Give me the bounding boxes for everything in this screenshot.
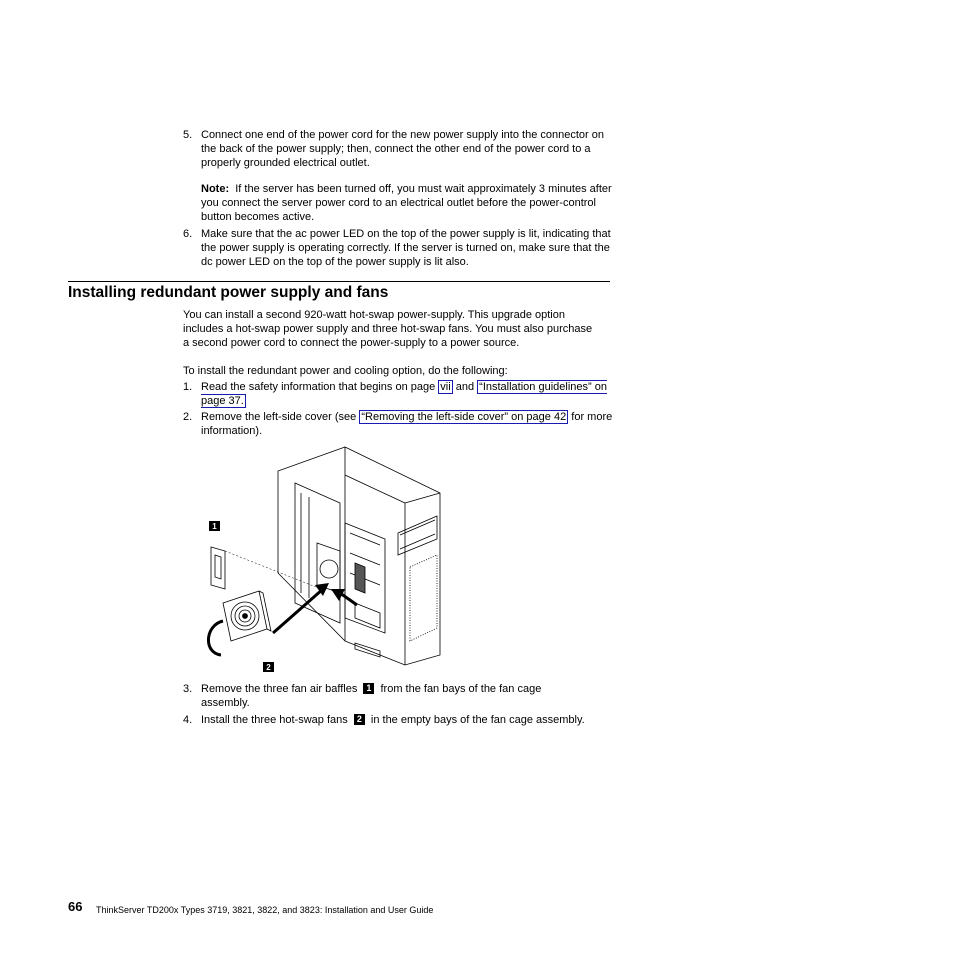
step-2-text bbox=[201, 410, 616, 438]
step-3-number: 3. bbox=[183, 683, 193, 695]
section-intro: You can install a second 920-watt hot-swap power-supply. This upgrade option includes a hot-swap power supply and three hot-swap fans. You must also purchase a second power cord to connect the power-supply to a power source. bbox=[183, 309, 593, 349]
figure-callout-2: 2 bbox=[266, 663, 271, 672]
step-4-post: in the empty bays of the fan cage assembly. bbox=[370, 714, 585, 726]
step-3-post: from the fan bays of the fan cage assembly. bbox=[201, 683, 542, 709]
step-2-number: 2. bbox=[183, 411, 193, 423]
note-label: Note: bbox=[201, 183, 230, 195]
hot-swap-fan-callout: 2 bbox=[354, 714, 365, 725]
removing-left-side-cover-link[interactable]: “Removing the left-side cover” on page 42 bbox=[361, 411, 567, 423]
note-text: If the server has been turned off, you must wait approximately 3 minutes after you connect the server power cord to an electrical outlet before the power-control button becomes active. bbox=[201, 183, 612, 223]
page-number: 66 bbox=[68, 899, 83, 914]
step-4-text bbox=[201, 713, 621, 727]
footer-title: ThinkServer TD200x Types 3719, 3821, 3822, and 3823: Installation and User Guide bbox=[96, 905, 434, 915]
page-vii-link[interactable]: vii bbox=[440, 381, 451, 393]
step-1-text bbox=[201, 380, 616, 408]
step-1-mid: and bbox=[455, 381, 475, 393]
step-6-number: 6. bbox=[183, 228, 193, 240]
server-fan-illustration bbox=[205, 443, 460, 679]
step-3-text bbox=[201, 682, 591, 710]
installation-guidelines-link[interactable]: “Installation guidelines” on page 37. bbox=[201, 381, 607, 407]
step-2-pre: Remove the left-side cover (see bbox=[201, 411, 357, 423]
step-5-number: 5. bbox=[183, 129, 193, 141]
step-3-pre: Remove the three fan air baffles bbox=[201, 683, 358, 695]
step-1-number: 1. bbox=[183, 381, 193, 393]
figure-callout-1: 1 bbox=[212, 522, 217, 531]
step-1-pre: Read the safety information that begins on page bbox=[201, 381, 436, 393]
section-heading: Installing redundant power supply and fans bbox=[68, 284, 389, 301]
step-4-pre: Install the three hot-swap fans bbox=[201, 714, 348, 726]
step-2-post: for more information). bbox=[201, 411, 613, 437]
step-4-number: 4. bbox=[183, 714, 193, 726]
step-5-text: Connect one end of the power cord for the new power supply into the connector on the back of the power supply; then, connect the other end of the power cord to a properly grounded electrical outlet. bbox=[201, 129, 604, 169]
section-rule bbox=[68, 281, 610, 282]
step-6-text: Make sure that the ac power LED on the top of the power supply is lit, indicating that the power supply is operating correctly. If the server is turned on, make sure that the dc power LED on the top of the power supply is lit also. bbox=[201, 228, 611, 268]
fan-air-baffle-callout: 1 bbox=[363, 683, 374, 694]
note bbox=[201, 182, 613, 224]
section-lead: To install the redundant power and cooling option, do the following: bbox=[183, 365, 508, 377]
